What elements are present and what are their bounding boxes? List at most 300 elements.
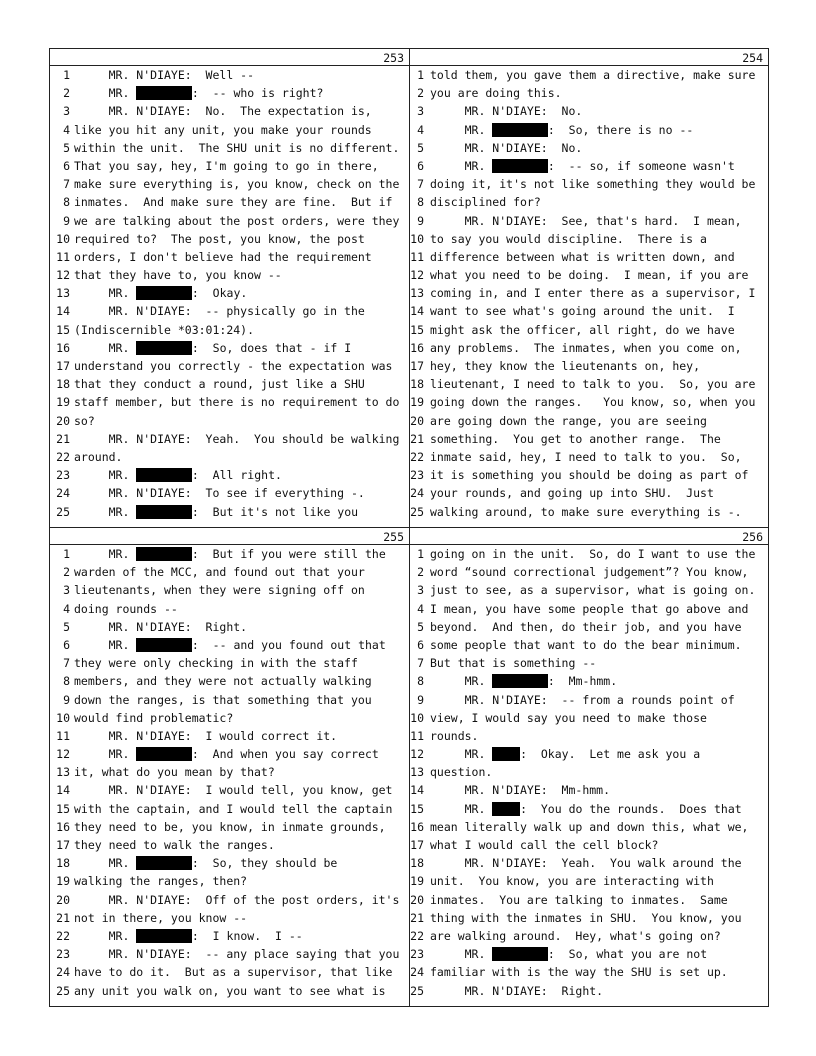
line-text (430, 212, 742, 230)
line-text-segment: inmates. And make sure they are fine. But if (74, 195, 393, 210)
transcript-line (410, 909, 768, 927)
line-number: 16 (410, 340, 424, 355)
line-number: 14 (410, 783, 424, 798)
transcript-line (410, 230, 768, 248)
transcript-line (50, 412, 409, 430)
transcript-line (410, 321, 768, 339)
line-text-segment: lieutenant, I need to talk to you. So, you are (430, 377, 756, 392)
transcript-grid (49, 48, 769, 1007)
line-text-segment: doing it, it's not like something they would be (430, 177, 756, 192)
line-number: 19 (410, 874, 424, 889)
line-text-segment: That you say, hey, I'm going to go in there, (74, 158, 379, 173)
line-text (74, 545, 386, 563)
line-text (74, 84, 323, 102)
line-number: 21 (56, 910, 70, 925)
line-text (74, 230, 365, 248)
line-text-segment: hey, they know the lieutenants on, hey, (430, 359, 701, 373)
line-text (74, 121, 372, 139)
line-text-segment: MR. (74, 547, 137, 561)
redaction-bar (136, 468, 192, 482)
line-text-segment: coming in, and I enter there as a supervisor, I (430, 286, 756, 301)
line-number: 3 (417, 583, 424, 598)
transcript-line (50, 375, 409, 393)
line-text-segment: MR. N'DIAYE: No. The expectation is, (74, 104, 372, 119)
line-number: 1 (63, 547, 70, 561)
line-number: 18 (56, 856, 70, 871)
redaction-bar (492, 123, 548, 137)
line-text (430, 230, 707, 248)
line-text (74, 963, 393, 981)
line-text (74, 672, 372, 690)
transcript-line (50, 691, 409, 709)
line-number: 3 (417, 104, 424, 119)
transcript-line (410, 836, 768, 854)
line-text-segment: disciplined for? (430, 195, 541, 210)
transcript-line (410, 66, 768, 84)
line-text (74, 618, 247, 636)
line-text-segment: walking around, to make sure everything is -. (430, 504, 742, 519)
line-number: 5 (417, 619, 424, 634)
line-number: 14 (56, 783, 70, 798)
line-text (430, 503, 742, 521)
line-text (430, 321, 735, 339)
line-text-segment: MR. N'DIAYE: Right. (430, 983, 604, 998)
line-text-segment: : But if you were still the (191, 547, 386, 561)
redaction-bar (136, 86, 192, 100)
redaction-bar (136, 856, 192, 870)
transcript-line (50, 466, 409, 484)
transcript-line (410, 654, 768, 672)
line-text (430, 963, 728, 981)
line-text-segment: MR. (74, 928, 137, 943)
transcript-line (410, 430, 768, 448)
line-text-segment: : So, what you are not (547, 947, 708, 962)
transcript-line (50, 321, 409, 339)
line-text-segment: familiar with is the way the SHU is set up. (430, 965, 728, 980)
transcript-line (410, 284, 768, 302)
line-number: 24 (56, 486, 70, 501)
line-number: 17 (410, 359, 424, 373)
line-text-segment: MR. N'DIAYE: No. (430, 140, 583, 155)
line-text (430, 375, 755, 393)
line-number: 10 (56, 231, 70, 246)
redaction-bar (136, 638, 192, 652)
line-number: 14 (410, 304, 424, 319)
transcript-line (50, 927, 409, 945)
line-text-segment: thing with the inmates in SHU. You know, you (430, 910, 742, 925)
line-text (74, 193, 393, 211)
line-text-segment: question. (430, 765, 493, 780)
transcript-line (50, 430, 409, 448)
transcript-line (50, 139, 409, 157)
line-text-segment: unit. You know, you are interacting with (430, 874, 714, 889)
transcript-line (50, 709, 409, 727)
line-number: 22 (56, 449, 70, 464)
transcript-line (410, 302, 768, 320)
line-number: 15 (56, 322, 70, 337)
transcript-line (50, 448, 409, 466)
line-number: 1 (63, 68, 70, 82)
line-text (74, 175, 399, 193)
transcript-line (410, 872, 768, 890)
line-text (74, 563, 365, 581)
line-text-segment: some people that want to do the bear minimum. (430, 637, 742, 652)
line-text-segment: (Indiscernible *03:01:24). (74, 322, 255, 337)
transcript-line (50, 484, 409, 502)
line-text (74, 102, 372, 120)
line-text (74, 430, 399, 448)
line-text-segment: MR. (74, 747, 137, 762)
line-text-segment: MR. N'DIAYE: No. (430, 104, 583, 119)
line-text (430, 763, 492, 781)
line-number: 5 (63, 140, 70, 155)
redaction-bar (136, 547, 192, 561)
line-text-segment: something. You get to another range. The (430, 431, 721, 446)
transcript-line (50, 248, 409, 266)
line-text (74, 927, 303, 945)
line-text-segment: But that is something -- (430, 656, 597, 671)
line-text (74, 266, 282, 284)
line-number: 11 (410, 728, 424, 743)
line-text-segment: going on in the unit. So, do I want to use the (430, 547, 756, 561)
line-text-segment: : Okay. (191, 286, 248, 301)
line-text-segment: any unit you walk on, you want to see what is (74, 983, 386, 998)
line-text (430, 618, 742, 636)
transcript-line (410, 248, 768, 266)
transcript-line (50, 157, 409, 175)
line-text-segment: MR. (430, 747, 493, 762)
redaction-bar (492, 159, 548, 173)
page-lines (50, 66, 409, 521)
line-text-segment: rounds. (430, 728, 479, 743)
line-number: 4 (417, 122, 424, 137)
page-lines (410, 66, 768, 521)
line-text (430, 430, 721, 448)
line-number: 24 (56, 965, 70, 980)
line-number: 2 (63, 565, 70, 580)
transcript-line (50, 872, 409, 890)
line-text (430, 157, 735, 175)
line-number: 1 (417, 68, 424, 82)
redaction-bar (136, 505, 192, 519)
line-text (430, 448, 742, 466)
transcript-line (50, 563, 409, 581)
line-number: 6 (63, 158, 70, 173)
line-number: 7 (417, 656, 424, 671)
line-text (430, 84, 562, 102)
transcript-line (410, 563, 768, 581)
page-number: 253 (383, 51, 404, 65)
line-text (430, 672, 617, 690)
line-number: 12 (56, 268, 70, 283)
line-text (430, 357, 700, 375)
line-text-segment: MR. N'DIAYE: Mm-hmm. (430, 783, 611, 798)
line-number: 19 (410, 395, 424, 410)
line-text-segment: MR. (430, 801, 493, 816)
line-text-segment: MR. (430, 947, 493, 962)
transcript-line (410, 84, 768, 102)
transcript-line (410, 927, 768, 945)
transcript-line (50, 763, 409, 781)
line-number: 15 (56, 801, 70, 816)
line-text (430, 339, 742, 357)
transcript-line (410, 102, 768, 120)
line-number: 24 (410, 965, 424, 980)
transcript-line (50, 854, 409, 872)
transcript-line (50, 357, 409, 375)
transcript-line (50, 727, 409, 745)
line-number: 20 (410, 892, 424, 907)
line-text (74, 872, 247, 890)
line-text-segment: are walking around. Hey, what's going on? (430, 928, 721, 943)
line-text-segment: MR. (74, 856, 137, 871)
line-text (430, 121, 693, 139)
line-text-segment: MR. N'DIAYE: Well -- (74, 68, 255, 82)
transcript-line (410, 600, 768, 618)
line-number: 6 (63, 637, 70, 652)
line-text (430, 266, 749, 284)
line-text-segment: MR. N'DIAYE: I would tell, you know, get (74, 783, 393, 798)
line-text-segment: MR. N'DIAYE: To see if everything -. (74, 486, 365, 501)
line-text (74, 800, 393, 818)
transcript-page-253 (50, 49, 410, 528)
transcript-line (50, 618, 409, 636)
redaction-bar (492, 802, 520, 816)
transcript-line (50, 909, 409, 927)
line-text (74, 727, 337, 745)
line-text (74, 581, 365, 599)
line-text (430, 545, 755, 563)
line-text-segment: MR. N'DIAYE: Off of the post orders, it's (74, 892, 400, 907)
line-text (74, 302, 365, 320)
line-text-segment: going down the ranges. You know, so, when you (430, 395, 756, 410)
line-number: 19 (56, 395, 70, 410)
line-number: 25 (56, 983, 70, 998)
line-text (74, 818, 386, 836)
line-number: 1 (417, 547, 424, 561)
line-text-segment: they need to walk the ranges. (74, 838, 275, 852)
transcript-line (50, 284, 409, 302)
transcript-line (50, 836, 409, 854)
line-number: 20 (56, 892, 70, 907)
line-text-segment: we are talking about the post orders, were they (74, 213, 400, 228)
line-text-segment: warden of the MCC, and found out that your (74, 565, 365, 580)
line-text (430, 581, 755, 599)
transcript-line (410, 818, 768, 836)
line-text-segment: they were only checking in with the staff (74, 656, 358, 671)
line-text (74, 357, 393, 375)
line-text-segment: MR. N'DIAYE: -- any place saying that you (74, 947, 400, 962)
transcript-line (50, 945, 409, 963)
line-text (430, 654, 596, 672)
line-number: 8 (417, 674, 424, 689)
line-text-segment: required to? The post, you know, the post (74, 231, 365, 246)
line-text (74, 284, 247, 302)
line-number: 16 (56, 819, 70, 834)
line-text-segment: : -- and you found out that (191, 637, 386, 652)
transcript-line (50, 102, 409, 120)
line-text-segment: MR. (74, 637, 137, 652)
transcript-line (50, 545, 409, 563)
line-text (430, 636, 742, 654)
line-number: 25 (410, 983, 424, 998)
transcript-line (410, 854, 768, 872)
transcript-line (410, 412, 768, 430)
line-text (74, 982, 386, 1000)
line-text (74, 248, 372, 266)
line-number: 10 (410, 710, 424, 725)
line-text (74, 339, 351, 357)
line-number: 25 (56, 504, 70, 519)
line-number: 18 (410, 377, 424, 392)
line-text-segment: MR. N'DIAYE: Right. (74, 619, 248, 634)
line-text-segment: mean literally walk up and down this, what we, (430, 819, 749, 834)
line-number: 7 (417, 177, 424, 192)
line-text (74, 484, 365, 502)
transcript-page-256 (410, 528, 768, 1006)
line-text (430, 781, 610, 799)
transcript-line (50, 636, 409, 654)
transcript-line (50, 302, 409, 320)
line-text-segment: MR. (74, 340, 137, 355)
line-text-segment: walking the ranges, then? (74, 874, 248, 889)
line-text (430, 945, 707, 963)
line-number: 9 (63, 213, 70, 228)
line-text-segment: : So, there is no -- (547, 122, 694, 137)
line-text-segment: within the unit. The SHU unit is no different. (74, 140, 400, 155)
transcript-line (50, 266, 409, 284)
transcript-line (50, 600, 409, 618)
line-number: 13 (56, 765, 70, 780)
transcript-page-254 (410, 49, 768, 528)
line-text-segment: want to see what's going around the unit. I (430, 304, 735, 319)
line-number: 8 (417, 195, 424, 210)
line-text-segment: MR. (430, 674, 493, 689)
line-text-segment: : So, they should be (191, 856, 338, 871)
page-number: 254 (742, 51, 763, 65)
line-number: 22 (56, 928, 70, 943)
line-text (74, 503, 358, 521)
line-number: 4 (63, 601, 70, 616)
line-text (430, 727, 478, 745)
line-text-segment: inmate said, hey, I need to talk to you. So, (430, 449, 742, 464)
line-text (74, 600, 178, 618)
transcript-line (410, 745, 768, 763)
line-text (430, 600, 749, 618)
line-text (430, 927, 721, 945)
line-number: 16 (410, 819, 424, 834)
line-text (430, 139, 582, 157)
line-text-segment: : So, does that - if I (191, 340, 352, 355)
line-text (430, 854, 742, 872)
line-number: 9 (417, 692, 424, 707)
transcript-line (50, 654, 409, 672)
transcript-line (410, 212, 768, 230)
line-text (430, 800, 742, 818)
page-lines (410, 545, 768, 1000)
line-text-segment: view, I would say you need to make those (430, 710, 707, 725)
line-number: 21 (410, 431, 424, 446)
line-text-segment: MR. N'DIAYE: Yeah. You walk around the (430, 856, 742, 871)
line-text-segment: MR. N'DIAYE: -- physically go in the (74, 304, 365, 319)
line-text (430, 466, 749, 484)
line-text (430, 563, 749, 581)
line-text (430, 982, 603, 1000)
line-text (430, 909, 742, 927)
line-number: 2 (63, 86, 70, 101)
line-number: 12 (410, 268, 424, 283)
transcript-line (410, 545, 768, 563)
line-number: 11 (56, 728, 70, 743)
transcript-line (410, 484, 768, 502)
line-text-segment: : I know. I -- (191, 928, 303, 943)
line-number: 2 (417, 565, 424, 580)
line-number: 15 (410, 322, 424, 337)
line-number: 10 (410, 231, 424, 246)
line-number: 18 (410, 856, 424, 871)
line-text (74, 836, 275, 854)
line-text-segment: it is something you should be doing as part of (430, 468, 749, 483)
transcript-line (410, 266, 768, 284)
transcript-line (50, 84, 409, 102)
line-text (430, 102, 582, 120)
transcript-line (410, 691, 768, 709)
line-text (430, 745, 700, 763)
line-text (430, 709, 707, 727)
line-number: 7 (63, 177, 70, 192)
line-text-segment: : All right. (191, 468, 282, 483)
transcript-line (410, 448, 768, 466)
line-number: 9 (417, 213, 424, 228)
line-text-segment: MR. N'DIAYE: I would correct it. (74, 728, 338, 743)
transcript-line (50, 393, 409, 411)
line-number: 3 (63, 583, 70, 598)
line-number: 11 (410, 249, 424, 264)
line-text (430, 484, 714, 502)
line-text-segment: orders, I don't believe had the requirement (74, 249, 372, 264)
line-text (74, 157, 379, 175)
line-text-segment: down the ranges, is that something that you (74, 692, 372, 707)
line-text-segment: just to see, as a supervisor, what is going on. (430, 583, 756, 598)
line-text (74, 212, 399, 230)
line-text (430, 691, 735, 709)
line-number: 4 (63, 122, 70, 137)
line-text-segment: MR. (430, 158, 493, 173)
line-number: 14 (56, 304, 70, 319)
line-number: 5 (63, 619, 70, 634)
transcript-line (410, 503, 768, 521)
line-text-segment: MR. (74, 504, 137, 519)
line-text-segment: lieutenants, when they were signing off on (74, 583, 365, 598)
page-number: 255 (383, 530, 404, 544)
line-number: 21 (410, 910, 424, 925)
line-text-segment: : -- so, if someone wasn't (547, 158, 735, 173)
line-number: 17 (410, 838, 424, 852)
line-number: 22 (410, 928, 424, 943)
line-text-segment: your rounds, and going up into SHU. Just (430, 486, 714, 501)
transcript-page-255 (50, 528, 410, 1006)
line-text (430, 836, 658, 854)
line-text (74, 66, 254, 84)
line-number: 25 (410, 504, 424, 519)
line-number: 8 (63, 195, 70, 210)
line-text (430, 412, 707, 430)
line-number: 13 (410, 765, 424, 780)
line-text-segment: like you hit any unit, you make your rounds (74, 122, 372, 137)
line-number: 23 (410, 947, 424, 962)
line-number: 5 (417, 140, 424, 155)
line-text (74, 321, 254, 339)
